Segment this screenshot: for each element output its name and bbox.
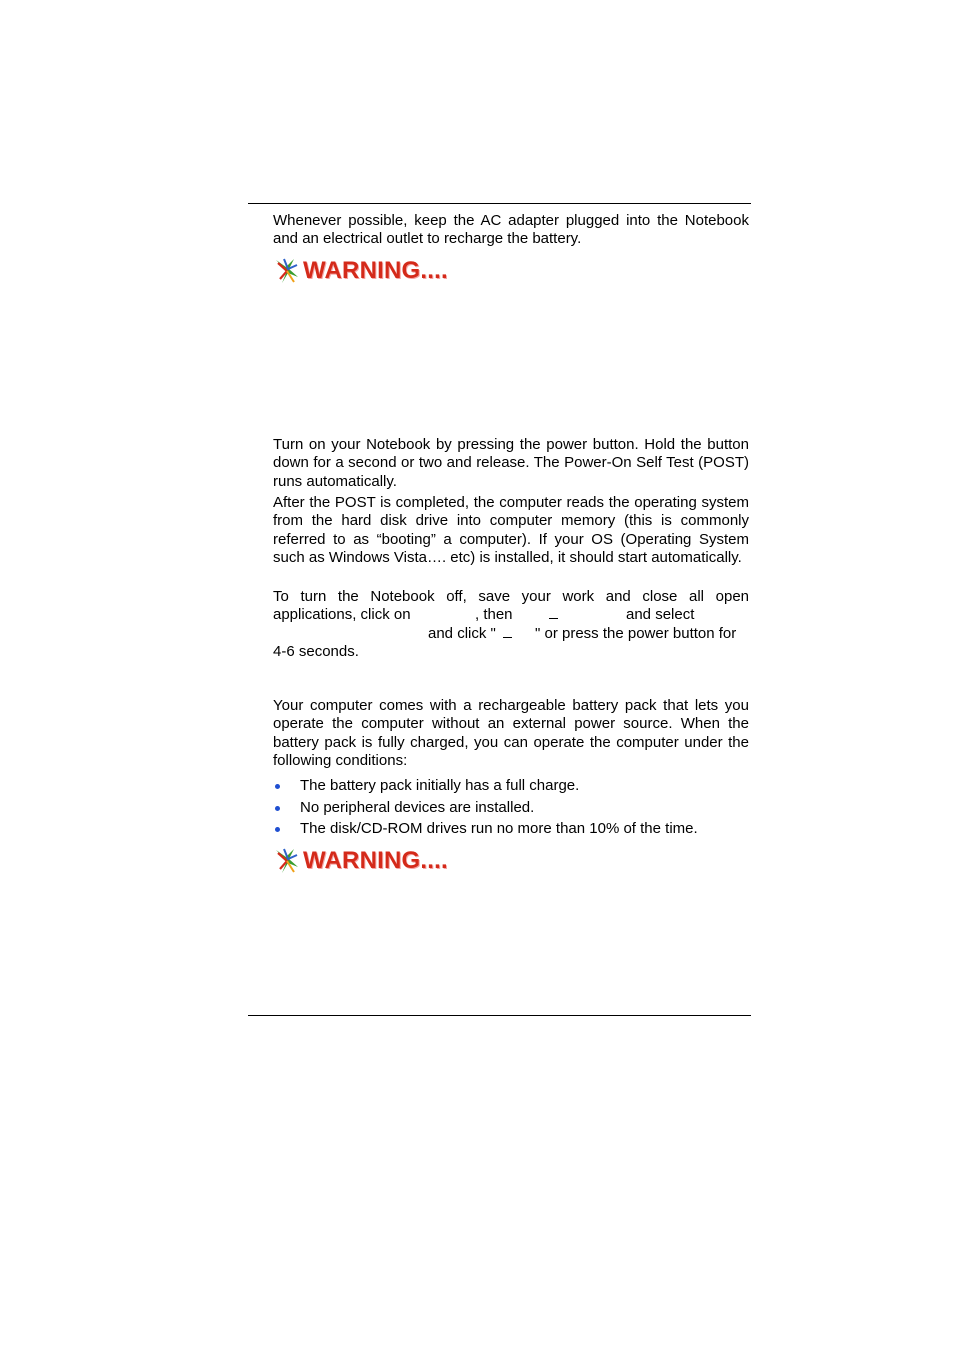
battery-paragraph: Your computer comes with a rechargeable battery pack that lets you operate the computer without an external power source. When the battery pack is fully charged, you can operate the computer under the following conditions: [273,697,749,770]
blank-underscore [549,606,558,619]
post-paragraph: After the POST is completed, the computer reads the operating system from the hard disk drive into computer memory (this is commonly referred to as “booting” a computer). If your OS (Operating System such as Windows Vista…. etc) is installed, it should start automatically. [273,494,749,567]
battery-conditions-list [273,777,749,842]
bullet-dot-icon [275,806,280,811]
warning-banner-2 [274,846,448,876]
bullet-dot-icon [275,827,280,832]
list-item: The battery pack initially has a full charge. [273,777,749,799]
power-off-line-2-part-c: and select [626,606,695,623]
intro-paragraph: Whenever possible, keep the AC adapter plugged into the Notebook and an electrical outlet to recharge the battery. [273,212,749,248]
power-off-line-1: To turn the Notebook off, save your work and close all open [273,588,749,605]
power-off-line-4: 4-6 seconds. [273,643,359,660]
warning-label: WARNING.... [303,847,448,874]
power-off-line-3-part-a: and click " [428,625,496,642]
list-item: No peripheral devices are installed. [273,799,749,821]
blank-underscore [503,625,512,638]
bullet-dot-icon [275,784,280,789]
power-off-line-2-part-a: applications, click on [273,606,411,623]
warning-banner-1 [274,256,448,286]
header-rule [248,203,751,204]
footer-rule [248,1015,751,1016]
starburst-arrow-icon [274,847,300,875]
power-on-paragraph: Turn on your Notebook by pressing the power button. Hold the button down for a second or two and release. The Power-On Self Test (POST) runs automatically. [273,436,749,490]
starburst-arrow-icon [274,257,300,285]
list-item: The disk/CD-ROM drives run no more than 10% of the time. [273,820,749,842]
power-off-line-3-part-b: " or press the power button for [535,625,737,642]
power-off-line-2-part-b: , then [475,606,513,623]
warning-label: WARNING.... [303,257,448,284]
